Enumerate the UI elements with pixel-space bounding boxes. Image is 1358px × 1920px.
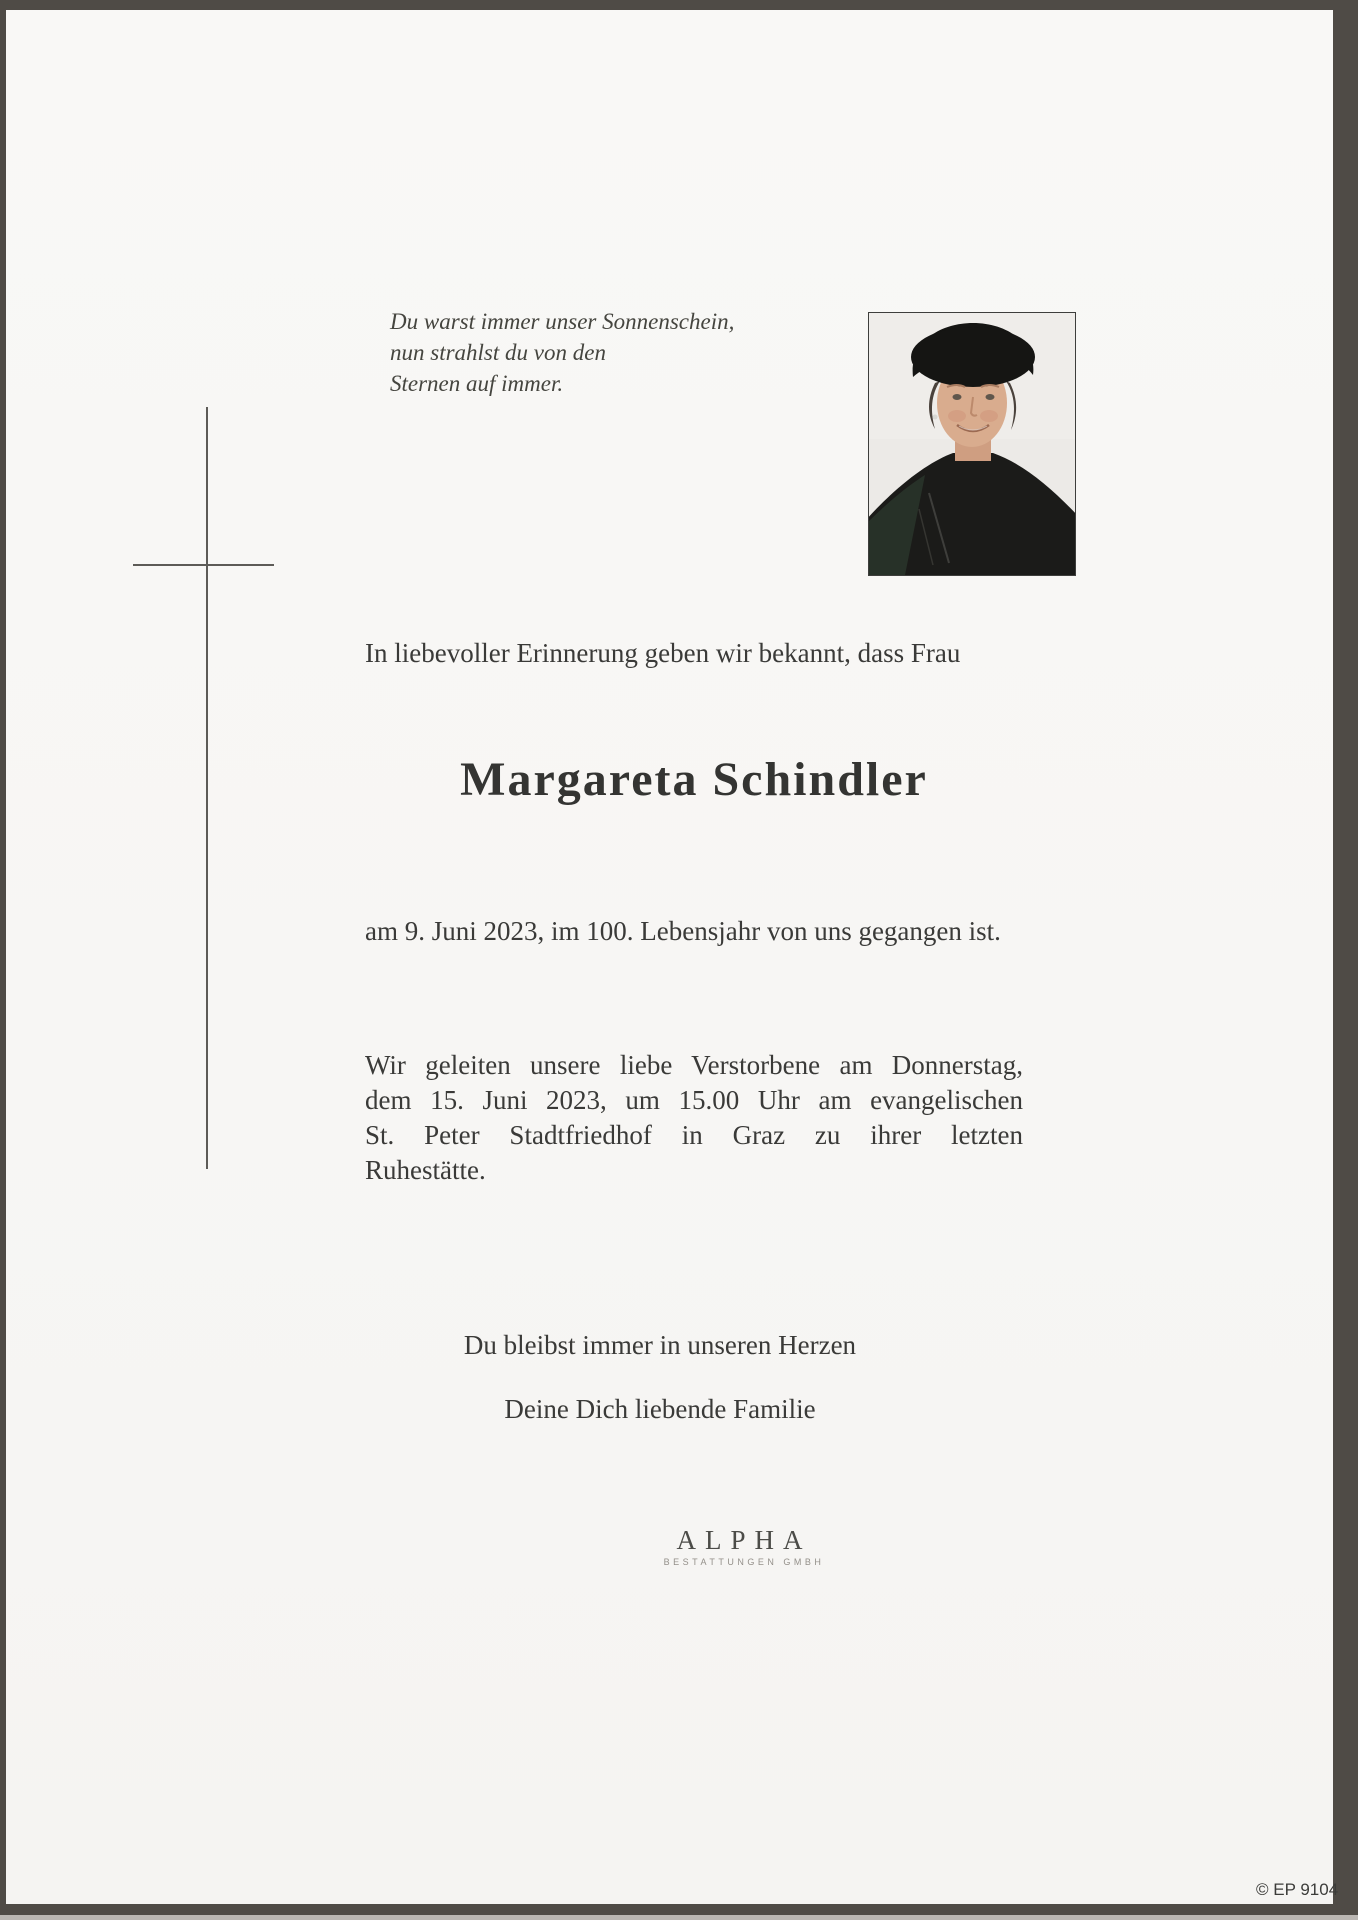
poem-line: Du warst immer unser Sonnenschein, xyxy=(390,309,735,334)
announcement-intro: In liebevoller Erinnerung geben wir bekannt, dass Frau xyxy=(365,638,961,668)
funeral-home-logo xyxy=(444,1524,1044,1567)
memorial-poem xyxy=(390,306,734,399)
cross-vertical-line xyxy=(206,407,208,1169)
funeral-line: Wir geleiten unsere liebe Verstorbene am Donnerstag, xyxy=(365,1050,1023,1080)
closing-line-hearts: Du bleibst immer in unseren Herzen xyxy=(463,1330,857,1360)
logo-subtitle: BESTATTUNGEN GMBH xyxy=(663,1557,825,1567)
cross-horizontal-line xyxy=(133,564,274,566)
portrait-photo xyxy=(868,312,1076,576)
deceased-name: Margareta Schindler xyxy=(460,753,928,806)
closing-line-family: Deine Dich liebende Familie xyxy=(504,1394,816,1424)
poem-line: nun strahlst du von den xyxy=(390,340,606,365)
funeral-line: Ruhestätte. xyxy=(365,1155,486,1185)
logo-wordmark: ALPHA xyxy=(676,1525,812,1555)
scan-edge-strip xyxy=(0,1915,1358,1920)
funeral-line: St. Peter Stadtfriedhof in Graz zu ihrer letzten xyxy=(365,1120,1023,1150)
poem-line: Sternen auf immer. xyxy=(390,371,564,396)
death-date-line: am 9. Juni 2023, im 100. Lebensjahr von uns gegangen ist. xyxy=(365,916,1001,946)
portrait-illustration xyxy=(869,313,1075,575)
funeral-line: dem 15. Juni 2023, um 15.00 Uhr am evangelischen xyxy=(365,1085,1023,1115)
funeral-details xyxy=(365,1048,1023,1188)
print-code: © EP 9104 xyxy=(1256,1880,1339,1899)
